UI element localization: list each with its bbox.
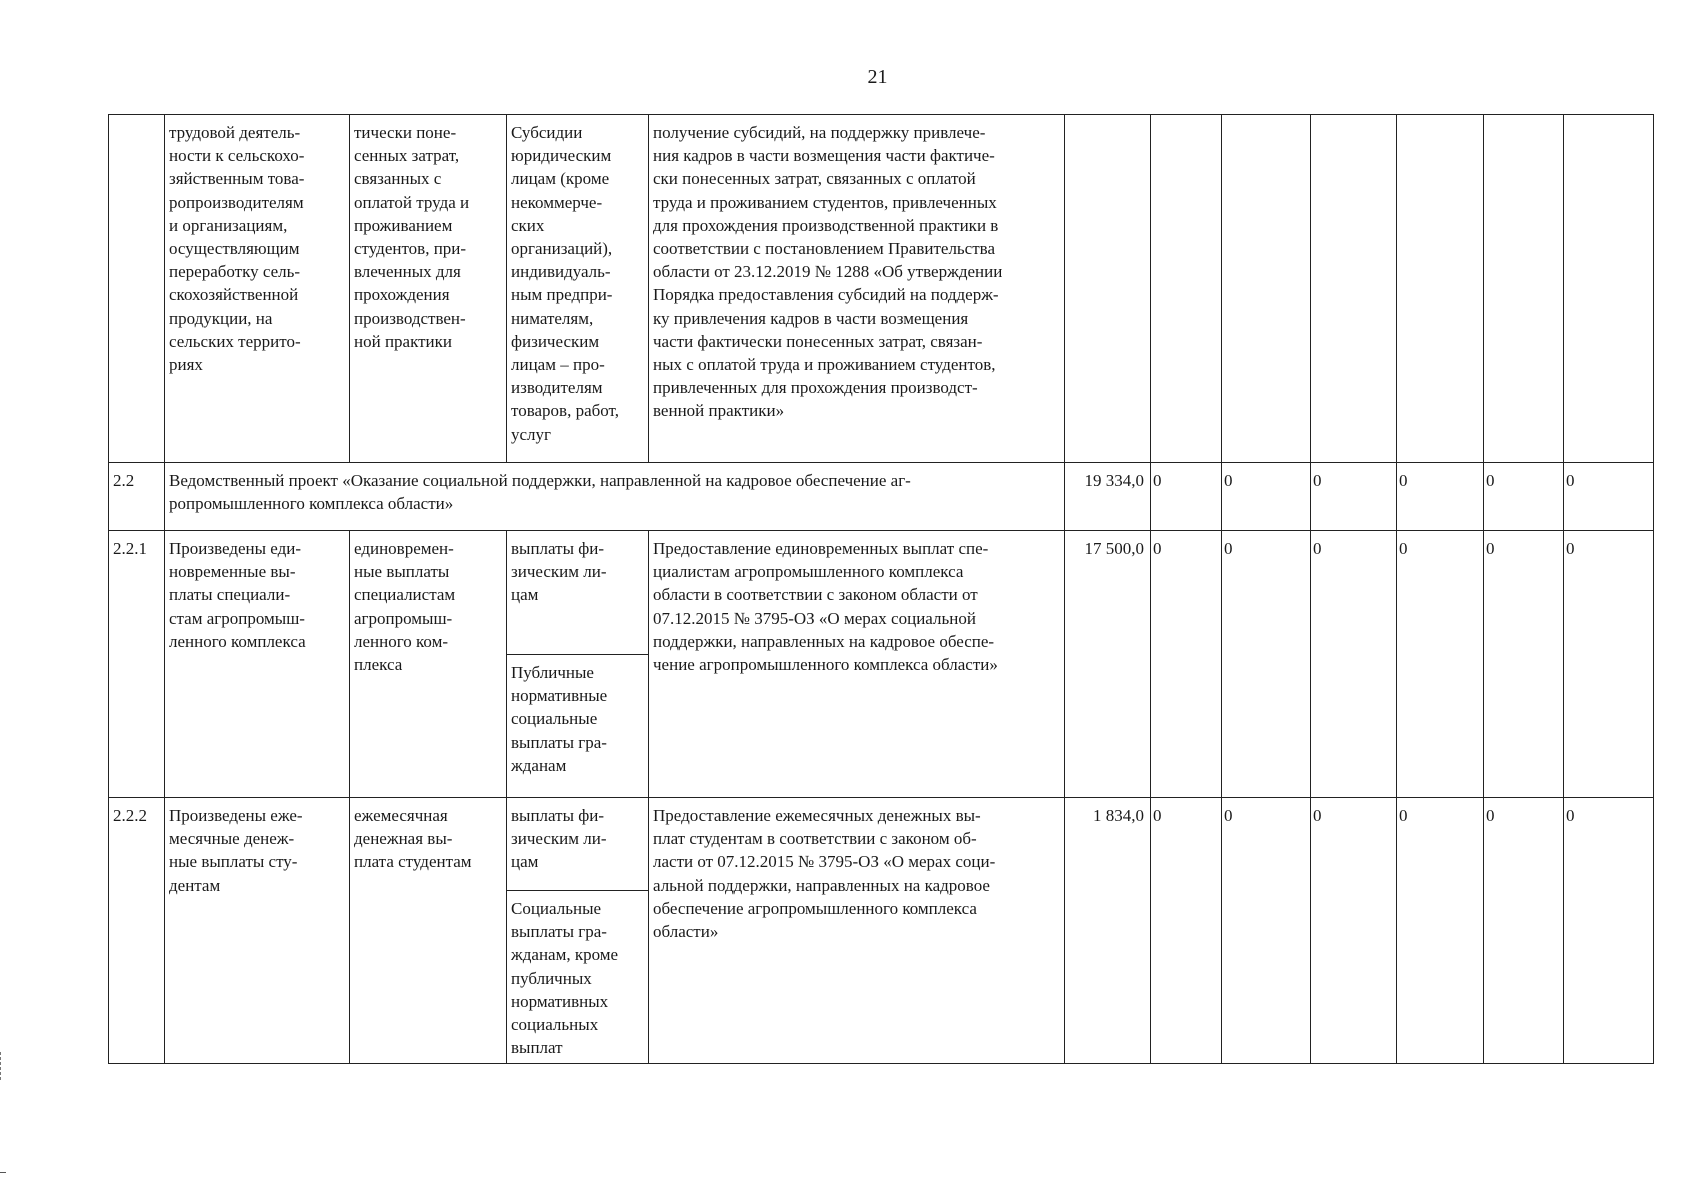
- amount-cell: 1 834,0: [1065, 798, 1151, 1064]
- row-number: 2.2: [109, 463, 165, 531]
- result-cell: трудовой деятель- ности к сельскохо- зяйственным това- ропроизводителям и организациям, осуществляющим переработку сель- скохозяйственной продукции, на сельских террито- риях: [165, 115, 350, 463]
- row-number: 2.2.1: [109, 531, 165, 798]
- value-cell: [1564, 115, 1654, 463]
- value-cell: 0: [1222, 463, 1311, 531]
- amount-cell: 17 500,0: [1065, 531, 1151, 798]
- recipient-cell: Публичные нормативные социальные выплаты гра- жданам: [507, 655, 649, 798]
- value-cell: [1311, 115, 1397, 463]
- table-row: [109, 798, 1654, 891]
- type-cell: ежемесячная денежная вы- плата студентам: [350, 798, 507, 1064]
- value-cell: [1484, 115, 1564, 463]
- type-cell: тически поне- сенных затрат, связанных с оплатой труда и проживанием студентов, при- влеченных для прохождения производствен- ной практики: [350, 115, 507, 463]
- scan-margin-mark: [0, 1052, 4, 1080]
- amount-cell: [1065, 115, 1151, 463]
- type-cell: единовремен- ные выплаты специалистам агропромыш- ленного ком- плекса: [350, 531, 507, 798]
- value-cell: 0: [1397, 531, 1484, 798]
- table-row: [109, 115, 1654, 463]
- recipient-cell: Социальные выплаты гра- жданам, кроме публичных нормативных социальных выплат: [507, 891, 649, 1064]
- table-row: [109, 463, 1654, 531]
- value-cell: 0: [1311, 798, 1397, 1064]
- description-cell: Предоставление ежемесячных денежных вы- плат студентам в соответствии с законом об- ласти от 07.12.2015 № 3795-ОЗ «О мерах соци- альной поддержки, направленных на кадровое обеспечение агропромышленного комплекса области»: [649, 798, 1065, 1064]
- value-cell: 0: [1222, 531, 1311, 798]
- recipient-cell: Субсидии юридическим лицам (кроме некоммерче- ских организаций), индивидуаль- ным предпри- нимателям, физическим лицам – про- изводителям товаров, работ, услуг: [507, 115, 649, 463]
- table-row: [109, 531, 1654, 655]
- value-cell: [1151, 115, 1222, 463]
- value-cell: 0: [1311, 531, 1397, 798]
- scan-margin-mark: [0, 1172, 6, 1173]
- value-cell: 0: [1484, 463, 1564, 531]
- value-cell: [1222, 115, 1311, 463]
- value-cell: 0: [1564, 798, 1654, 1064]
- value-cell: 0: [1564, 463, 1654, 531]
- value-cell: [1397, 115, 1484, 463]
- value-cell: 0: [1397, 798, 1484, 1064]
- value-cell: 0: [1151, 531, 1222, 798]
- budget-table: [108, 114, 1654, 1064]
- value-cell: 0: [1484, 531, 1564, 798]
- recipient-cell: выплаты фи- зическим ли- цам: [507, 798, 649, 891]
- row-number: 2.2.2: [109, 798, 165, 1064]
- result-cell: Произведены еже- месячные денеж- ные выплаты сту- дентам: [165, 798, 350, 1064]
- value-cell: 0: [1397, 463, 1484, 531]
- value-cell: 0: [1222, 798, 1311, 1064]
- project-title-cell: Ведомственный проект «Оказание социальной поддержки, направленной на кадровое обеспечение аг- ропромышленного комплекса области»: [165, 463, 1065, 531]
- value-cell: 0: [1311, 463, 1397, 531]
- description-cell: Предоставление единовременных выплат спе- циалистам агропромышленного комплекса области в соответствии с законом области от 07.12.2015 № 3795-ОЗ «О мерах социальной поддержки, направленных на кадровое обеспе- чение агропромышленного комплекса области»: [649, 531, 1065, 798]
- amount-cell: 19 334,0: [1065, 463, 1151, 531]
- value-cell: 0: [1151, 463, 1222, 531]
- result-cell: Произведены еди- новременные вы- платы специали- стам агропромыш- ленного комплекса: [165, 531, 350, 798]
- value-cell: 0: [1151, 798, 1222, 1064]
- recipient-cell: выплаты фи- зическим ли- цам: [507, 531, 649, 655]
- value-cell: 0: [1484, 798, 1564, 1064]
- description-cell: получение субсидий, на поддержку привлече- ния кадров в части возмещения части фактиче- ски понесенных затрат, связанных с оплатой труда и проживанием студентов, привлеченных для прохождения производственной практики в соответствии с постановлением Правительства области от 23.12.2019 № 1288 «Об утверждении Порядка предоставления субсидий на поддерж- ку привлечения кадров в части возмещения части фактически понесенных затрат, связан- ных с оплатой труда и проживанием студентов, привлеченных для прохождения производст- венной практики»: [649, 115, 1065, 463]
- page-number: 21: [867, 66, 888, 88]
- row-number: [109, 115, 165, 463]
- value-cell: 0: [1564, 531, 1654, 798]
